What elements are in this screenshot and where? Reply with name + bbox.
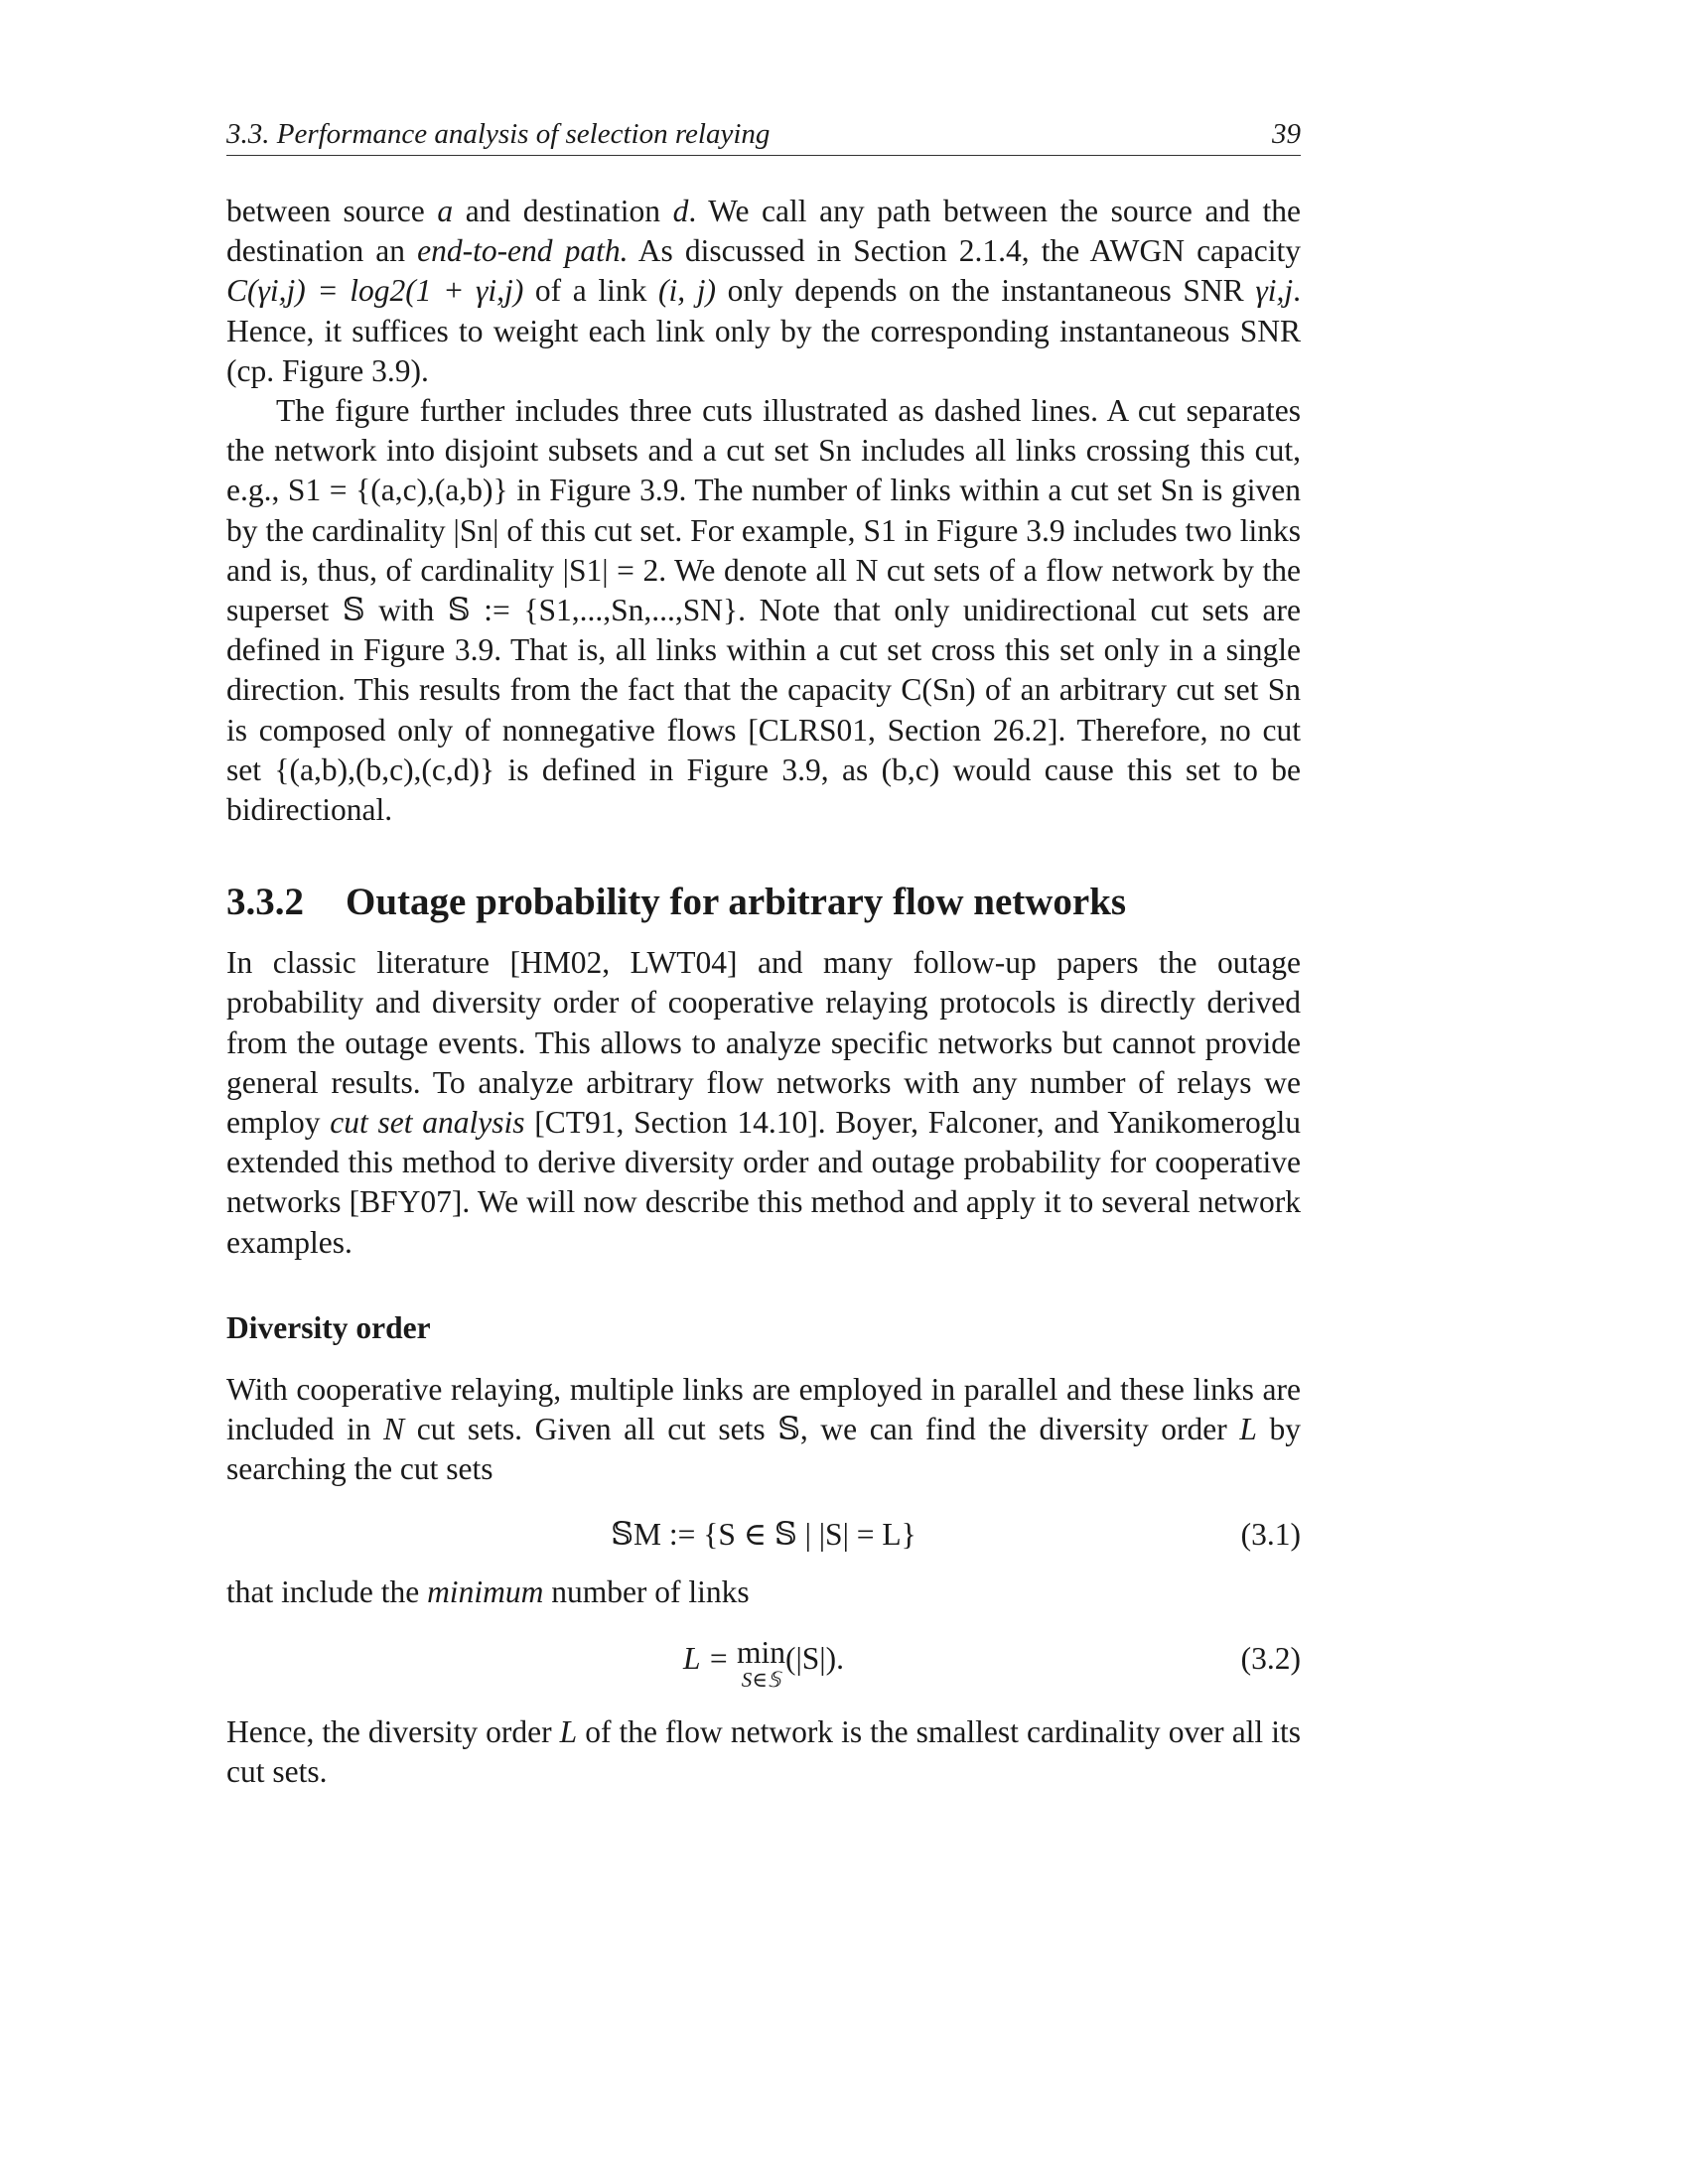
min-operator: min S∈𝕊	[736, 1634, 785, 1692]
page	[226, 117, 1301, 1792]
paragraph-1: between source a and destination d. We call any path between the source and the destination an end-to-end path. As discussed in Section 2.1.4, the AWGN capacity C(γi,j) = log2(1 + γi,j) of a link (i, j) only depends on the instantaneous SNR γi,j. Hence, it suffices to weight each link only by the corresponding instantaneous SNR (cp. Figure 3.9).	[226, 194, 1302, 388]
running-section-title: 3.3. Performance analysis of selection relaying	[226, 118, 771, 150]
formula-awgn-capacity: C(γi,j) = log2(1 + γi,j)	[226, 273, 524, 309]
equation-3-2-number: (3.2)	[1240, 1640, 1301, 1676]
equation-3-2	[226, 1635, 1301, 1699]
term-cut-set-analysis: cut set analysis	[330, 1105, 525, 1141]
body-section-a	[226, 192, 1301, 830]
paragraph-5: that include the minimum number of links	[226, 1574, 750, 1610]
section-title: Outage probability for arbitrary flow networks	[346, 881, 1127, 924]
paragraph-2: The figure further includes three cuts illustrated as dashed lines. A cut separates the network into disjoint subsets and a cut set Sn includes all links crossing this cut, e.g., S1 = {(a,c),(a,b)} in Figure 3.9. The number of links within a cut set Sn is given by the cardinality |Sn| of this cut set. For example, S1 in Figure 3.9 includes two links and is, thus, of cardinality |S1| = 2. We denote all N cut sets of a flow network by the superset 𝕊 with 𝕊 := {S1,...,Sn,...,SN}. Note that only unidirectional cut sets are defined in Figure 3.9. That is, all links within a cut set cross this set only in a single direction. This results from the fact that the capacity C(Sn) of an arbitrary cut set Sn is composed only of nonnegative flows [CLRS01, Section 26.2]. Therefore, no cut set {(a,b),(b,c),(c,d)} is defined in Figure 3.9, as (b,c) would cause this set to be bidirectional.	[226, 393, 1301, 828]
equation-3-1-body: 𝕊M := {S ∈ 𝕊 | |S| = L}	[611, 1517, 916, 1553]
body-section-c	[226, 1370, 1301, 1792]
paragraph-6: Hence, the diversity order L of the flow network is the smallest cardinality over all its cut sets.	[226, 1713, 1301, 1789]
section-number: 3.3.2	[226, 881, 304, 924]
body-section-b	[226, 943, 1301, 1263]
paragraph-4: With cooperative relaying, multiple links are employed in parallel and these links are included in N cut sets. Given all cut sets 𝕊, we can find the diversity order L by searching the cut sets	[226, 1371, 1302, 1487]
equation-3-1	[226, 1511, 1301, 1559]
term-end-to-end-path: end-to-end path.	[417, 233, 629, 269]
section-heading	[226, 878, 1301, 927]
running-header	[226, 117, 1301, 156]
equation-3-2-body: L = min S∈𝕊 (|S|).	[683, 1634, 844, 1692]
subsection-heading: Diversity order	[226, 1309, 431, 1345]
equation-3-1-number: (3.1)	[1240, 1517, 1301, 1553]
paragraph-3: In classic literature [HM02, LWT04] and many follow-up papers the outage probability and diversity order of cooperative relaying protocols is directly derived from the outage events. This allows to analyze specific networks but cannot provide general results. To analyze arbitrary flow networks with any number of relays we employ cut set analysis [CT91, Section 14.10]. Boyer, Falconer, and Yanikomeroglu extended this method to derive diversity order and outage probability for cooperative networks [BFY07]. We will now describe this method and apply it to several network examples.	[226, 945, 1301, 1260]
page-number: 39	[1272, 118, 1301, 150]
